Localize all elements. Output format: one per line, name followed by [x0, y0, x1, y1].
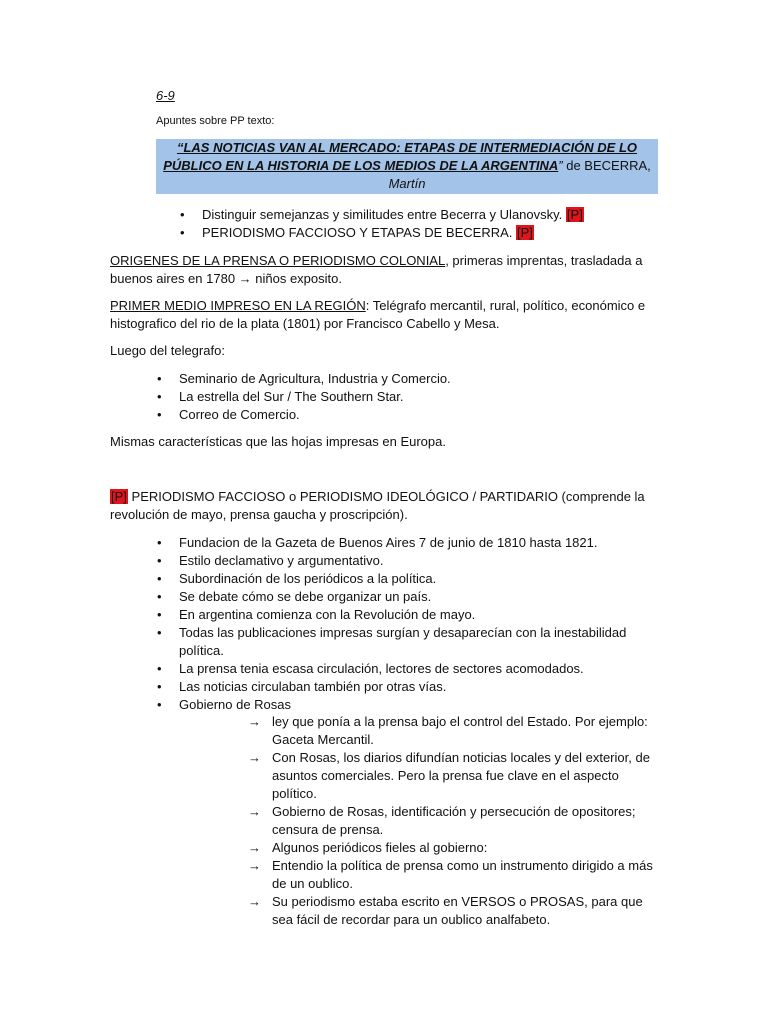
bullet-icon: • [157, 679, 162, 694]
list-item-text: Gobierno de Rosas [179, 697, 292, 712]
title-quote-end: ” [558, 158, 563, 173]
origenes-paragraph [110, 252, 655, 288]
arrow-right-icon: → [248, 894, 261, 909]
primer-medio-paragraph [110, 297, 655, 333]
list-item [180, 206, 662, 224]
primer-medio-heading: PRIMER MEDIO IMPRESO EN LA REGIÓN [110, 298, 366, 313]
list-item [248, 749, 662, 803]
list-item-text: Las noticias circulaban también por otras vías. [179, 679, 447, 694]
title-line-2: PÚBLICO EN LA HISTORIA DE LOS MEDIOS DE LA ARGENTINA [163, 158, 559, 173]
list-item-text: Subordinación de los periódicos a la política. [179, 571, 437, 586]
list-item [180, 224, 662, 242]
bullet-icon: • [180, 207, 185, 222]
list-item [248, 857, 662, 893]
list-item-text: Entendio la política de prensa como un instrumento dirigido a más de un oublico. [272, 858, 653, 891]
luego-line: Luego del telegrafo: [110, 343, 225, 358]
tag-p-badge: [P] [566, 207, 583, 222]
top-bullet-list [180, 206, 662, 242]
mismas-line: Mismas características que las hojas impresas en Europa. [110, 434, 446, 449]
title-author-prefix: de BECERRA, [562, 158, 651, 173]
list-item [157, 570, 649, 588]
origenes-heading: ORIGENES DE LA PRENSA O PERIODISMO COLONIAL [110, 253, 446, 268]
bullet-icon: • [157, 661, 162, 676]
list-item [157, 696, 649, 714]
list-item [157, 406, 659, 424]
list-item-text: Distinguir semejanzas y similitudes entre Becerra y Ulanovsky. [202, 207, 566, 222]
origenes-text: , primeras imprentas, trasladada a buenos aires en 1780 → niños exposito. [110, 253, 643, 286]
list-item [157, 388, 659, 406]
bullet-icon: • [180, 225, 185, 240]
list-item-text: Todas las publicaciones impresas surgían y desaparecían con la inestabilidad política. [179, 625, 627, 658]
list-item-text: En argentina comienza con la Revolución de mayo. [179, 607, 476, 622]
faccioso-paragraph [110, 488, 655, 524]
bullet-icon: • [157, 553, 162, 568]
list-item-text: Seminario de Agricultura, Industria y Comercio. [179, 371, 451, 386]
list-item-text: ley que ponía a la prensa bajo el control del Estado. Por ejemplo: Gaceta Mercantil. [272, 714, 648, 747]
arrow-right-icon: → [248, 804, 261, 819]
list-item-text: Gobierno de Rosas, identificación y persecución de opositores; censura de prensa. [272, 804, 636, 837]
list-item-text: Con Rosas, los diarios difundían noticias locales y del exterior, de asuntos comerciales. Pero la prensa fue clave en el aspecto político. [272, 750, 650, 801]
list-item-text: La prensa tenia escasa circulación, lectores de sectores acomodados. [179, 661, 584, 676]
list-item [248, 893, 662, 929]
arrow-right-icon: → [248, 714, 261, 729]
title-box [156, 139, 658, 194]
arrow-right-icon: → [248, 840, 261, 855]
rosas-arrow-list [248, 713, 662, 929]
list-item [248, 803, 662, 839]
bullet-icon: • [157, 607, 162, 622]
arrow-right-icon: → [248, 858, 261, 873]
bullet-icon: • [157, 625, 162, 640]
list-item [157, 552, 649, 570]
title-author-name: Martín [388, 176, 426, 191]
list-item-text: Fundacion de la Gazeta de Buenos Aires 7 de junio de 1810 hasta 1821. [179, 535, 598, 550]
bullet-icon: • [157, 697, 162, 712]
list-item [157, 534, 649, 552]
faccioso-bullet-list [157, 534, 649, 714]
luego-bullet-list [157, 370, 659, 424]
list-item [248, 713, 662, 749]
bullet-icon: • [157, 589, 162, 604]
bullet-icon: • [157, 407, 162, 422]
bullet-icon: • [157, 389, 162, 404]
faccioso-text: PERIODISMO FACCIOSO o PERIODISMO IDEOLÓGICO / PARTIDARIO (comprende la revolución de mayo, prensa gaucha y proscripción). [110, 489, 645, 522]
list-item-text: Correo de Comercio. [179, 407, 300, 422]
intro-line: Apuntes sobre PP texto: [156, 115, 275, 127]
title-line-1: “LAS NOTICIAS VAN AL MERCADO: ETAPAS DE INTERMEDIACIÓN DE LO [176, 140, 638, 155]
primer-medio-text: : Telégrafo mercantil, rural, político, económico e histografico del rio de la plata (1801) por Francisco Cabello y Mesa. [110, 298, 646, 331]
list-item-text: Se debate cómo se debe organizar un país. [179, 589, 432, 604]
list-item-text: La estrella del Sur / The Southern Star. [179, 389, 404, 404]
bullet-icon: • [157, 535, 162, 550]
arrow-right-icon: → [248, 750, 261, 765]
list-item [157, 678, 649, 696]
list-item-text: Su periodismo estaba escrito en VERSOS o PROSAS, para que sea fácil de recordar para un oublico analfabeto. [272, 894, 643, 927]
list-item [157, 606, 649, 624]
tag-p-badge: [P] [111, 489, 127, 504]
list-item-text: PERIODISMO FACCIOSO Y ETAPAS DE BECERRA. [202, 225, 516, 240]
list-item [157, 624, 649, 660]
list-item [157, 660, 649, 678]
list-item [157, 588, 649, 606]
page-number: 6-9 [156, 88, 175, 103]
list-item-text: Estilo declamativo y argumentativo. [179, 553, 384, 568]
list-item-text: Algunos periódicos fieles al gobierno: [272, 840, 488, 855]
tag-p-badge: [P] [517, 225, 533, 240]
list-item [248, 839, 662, 857]
bullet-icon: • [157, 371, 162, 386]
list-item [157, 370, 659, 388]
bullet-icon: • [157, 571, 162, 586]
